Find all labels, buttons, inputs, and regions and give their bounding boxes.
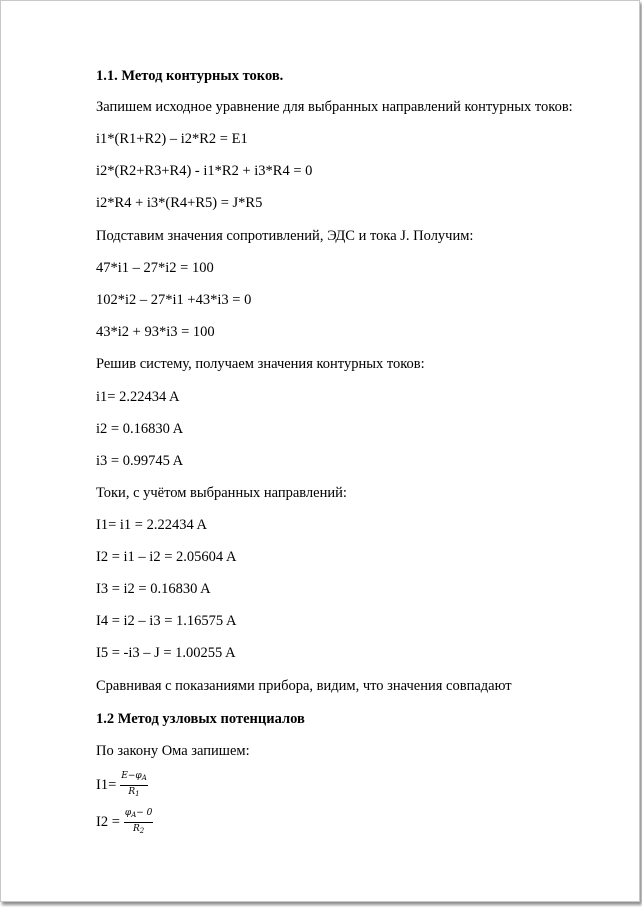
ohm-formula-2 (96, 808, 153, 837)
formula-2-numerator: $\varphi_A- 0$ (124, 808, 154, 823)
currents-text: Токи, с учётом выбранных направлений: (96, 485, 347, 501)
loop-current-3: i3 = 0.99745 A (96, 453, 184, 469)
formula-2-lhs: I2 = (96, 814, 120, 830)
ohm-formula-1 (96, 771, 148, 800)
section-1-intro: Запишем исходное уравнение для выбранных направлений контурных токов: (96, 99, 573, 115)
section-1-heading: 1.1. Метод контурных токов. (96, 68, 284, 84)
formula-1-fraction (120, 771, 147, 800)
loop-current-2: i2 = 0.16830 A (96, 421, 184, 437)
section-2-heading: 1.2 Метод узловых потенциалов (96, 711, 305, 727)
numeric-equation-1: 47*i1 – 27*i2 = 100 (96, 260, 214, 276)
substitute-text: Подставим значения сопротивлений, ЭДС и тока J. Получим: (96, 228, 474, 244)
branch-current-5: I5 = -i3 – J = 1.00255 A (96, 645, 236, 661)
loop-equation-1: i1*(R1+R2) – i2*R2 = E1 (96, 131, 248, 147)
conclusion-text: Сравнивая с показаниями прибора, видим, что значения совпадают (96, 678, 512, 694)
formula-2-fraction (124, 808, 154, 837)
loop-current-1: i1= 2.22434 A (96, 389, 180, 405)
formula-1-lhs: I1= (96, 777, 117, 793)
loop-equation-2: i2*(R2+R3+R4) - i1*R2 + i3*R4 = 0 (96, 163, 313, 179)
section-2-intro: По закону Ома запишем: (96, 743, 250, 759)
branch-current-4: I4 = i2 – i3 = 1.16575 A (96, 613, 237, 629)
loop-equation-3: i2*R4 + i3*(R4+R5) = J*R5 (96, 195, 263, 211)
formula-2-denominator: $R_2$ (133, 824, 145, 835)
solve-text: Решив систему, получаем значения контурных токов: (96, 356, 425, 372)
branch-current-1: I1= i1 = 2.22434 A (96, 517, 208, 533)
branch-current-2: I2 = i1 – i2 = 2.05604 A (96, 549, 237, 565)
numeric-equation-2: 102*i2 – 27*i1 +43*i3 = 0 (96, 292, 252, 308)
formula-1-numerator: $E-\varphi_A$ (120, 771, 147, 786)
branch-current-3: I3 = i2 = 0.16830 A (96, 581, 211, 597)
formula-1-denominator: $R_1$ (128, 787, 140, 798)
numeric-equation-3: 43*i2 + 93*i3 = 100 (96, 324, 215, 340)
